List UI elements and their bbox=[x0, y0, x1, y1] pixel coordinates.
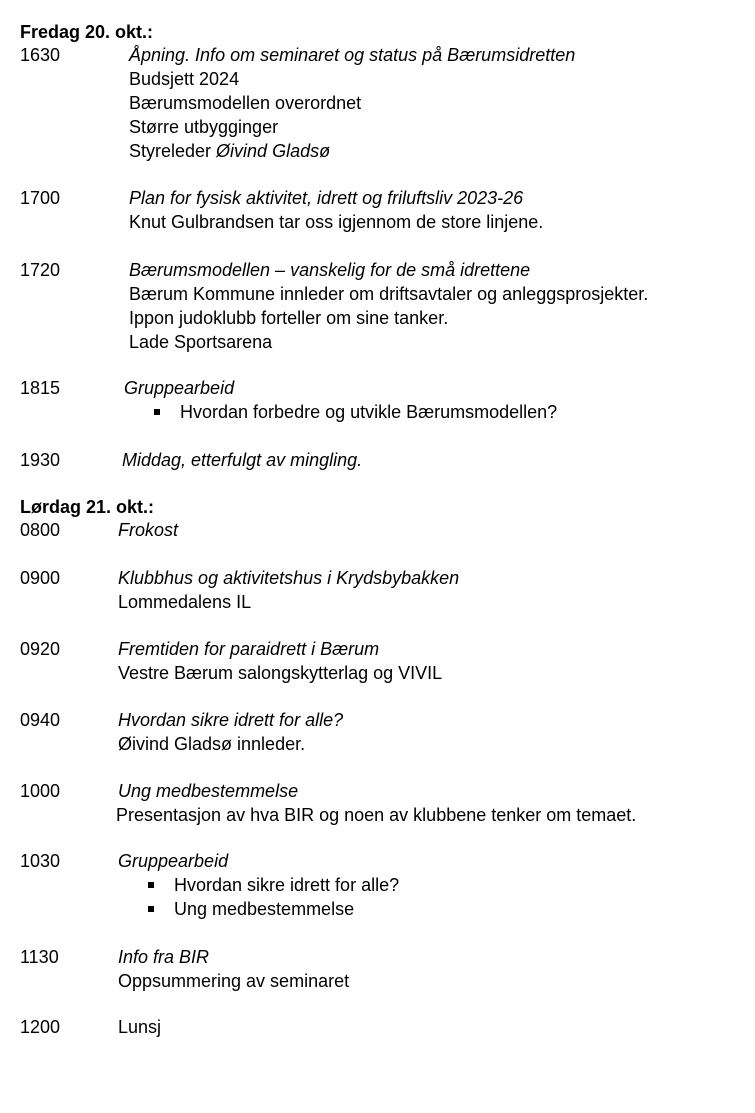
session-title: Fremtiden for paraidrett i Bærum bbox=[118, 639, 380, 659]
session-1930 bbox=[122, 448, 362, 472]
session-title: Hvordan sikre idrett for alle? bbox=[118, 710, 344, 730]
time-1930: 1930 bbox=[20, 450, 61, 470]
bullet-item: Hvordan sikre idrett for alle? bbox=[118, 873, 399, 897]
time-0800: 0800 bbox=[20, 520, 61, 540]
session-line: Lade Sportsarena bbox=[129, 332, 273, 352]
session-0900 bbox=[118, 566, 459, 614]
session-title: Info fra BIR bbox=[118, 947, 210, 967]
time-1720: 1720 bbox=[20, 260, 61, 280]
session-0940 bbox=[118, 708, 343, 756]
day-heading-friday: Fredag 20. okt.: bbox=[20, 22, 154, 42]
time-1000: 1000 bbox=[20, 781, 61, 801]
session-line: Ippon judoklubb forteller om sine tanker. bbox=[129, 308, 449, 328]
session-line: Øivind Gladsø innleder. bbox=[118, 734, 306, 754]
session-1200 bbox=[118, 1015, 161, 1039]
time-1030: 1030 bbox=[20, 851, 61, 871]
time-1200: 1200 bbox=[20, 1017, 61, 1037]
session-1630 bbox=[129, 43, 575, 163]
session-title: Ung medbestemmelse bbox=[118, 781, 299, 801]
session-1720 bbox=[129, 258, 648, 354]
session-title: Bærumsmodellen – vanskelig for de små idrettene bbox=[129, 260, 531, 280]
session-title: Åpning. Info om seminaret og status på Bærumsidretten bbox=[129, 45, 576, 65]
session-line: Bærumsmodellen overordnet bbox=[129, 93, 362, 113]
time-1700: 1700 bbox=[20, 188, 61, 208]
session-title: Plan for fysisk aktivitet, idrett og friluftsliv 2023-26 bbox=[129, 188, 524, 208]
session-0920 bbox=[118, 637, 442, 685]
time-0940: 0940 bbox=[20, 710, 61, 730]
bullet-list bbox=[124, 400, 557, 424]
day-heading-saturday: Lørdag 21. okt.: bbox=[20, 497, 155, 517]
session-title: Lunsj bbox=[118, 1017, 162, 1037]
session-0800 bbox=[118, 518, 178, 542]
chair-name: Øivind Gladsø bbox=[216, 141, 331, 161]
session-line: Bærum Kommune innleder om driftsavtaler og anleggsprosjekter. bbox=[129, 284, 649, 304]
time-0920: 0920 bbox=[20, 639, 61, 659]
session-line: Lommedalens IL bbox=[118, 592, 252, 612]
session-line: Presentasjon av hva BIR og noen av klubbene tenker om temaet. bbox=[116, 805, 637, 825]
session-line bbox=[129, 139, 575, 163]
session-line: Vestre Bærum salongskytterlag og VIVIL bbox=[118, 663, 443, 683]
time-0900: 0900 bbox=[20, 568, 61, 588]
session-title: Gruppearbeid bbox=[118, 851, 229, 871]
session-title: Gruppearbeid bbox=[124, 378, 235, 398]
session-1815 bbox=[124, 376, 557, 424]
chair-label: Styreleder bbox=[129, 141, 217, 161]
session-title: Frokost bbox=[118, 520, 179, 540]
session-1130 bbox=[118, 945, 349, 993]
session-line: Knut Gulbrandsen tar oss igjennom de store linjene. bbox=[129, 212, 544, 232]
session-line: Større utbygginger bbox=[129, 117, 279, 137]
time-1130: 1130 bbox=[20, 947, 59, 967]
session-1000 bbox=[118, 779, 636, 827]
session-title: Middag, etterfulgt av mingling. bbox=[122, 450, 363, 470]
session-title: Klubbhus og aktivitetshus i Krydsbybakken bbox=[118, 568, 460, 588]
session-1030 bbox=[118, 849, 399, 921]
session-line: Oppsummering av seminaret bbox=[118, 971, 350, 991]
bullet-item: Ung medbestemmelse bbox=[118, 897, 399, 921]
bullet-item: Hvordan forbedre og utvikle Bærumsmodellen? bbox=[124, 400, 557, 424]
session-1700 bbox=[129, 186, 543, 234]
time-1815: 1815 bbox=[20, 378, 61, 398]
time-1630: 1630 bbox=[20, 45, 61, 65]
bullet-list bbox=[118, 873, 399, 921]
session-line: Budsjett 2024 bbox=[129, 69, 240, 89]
